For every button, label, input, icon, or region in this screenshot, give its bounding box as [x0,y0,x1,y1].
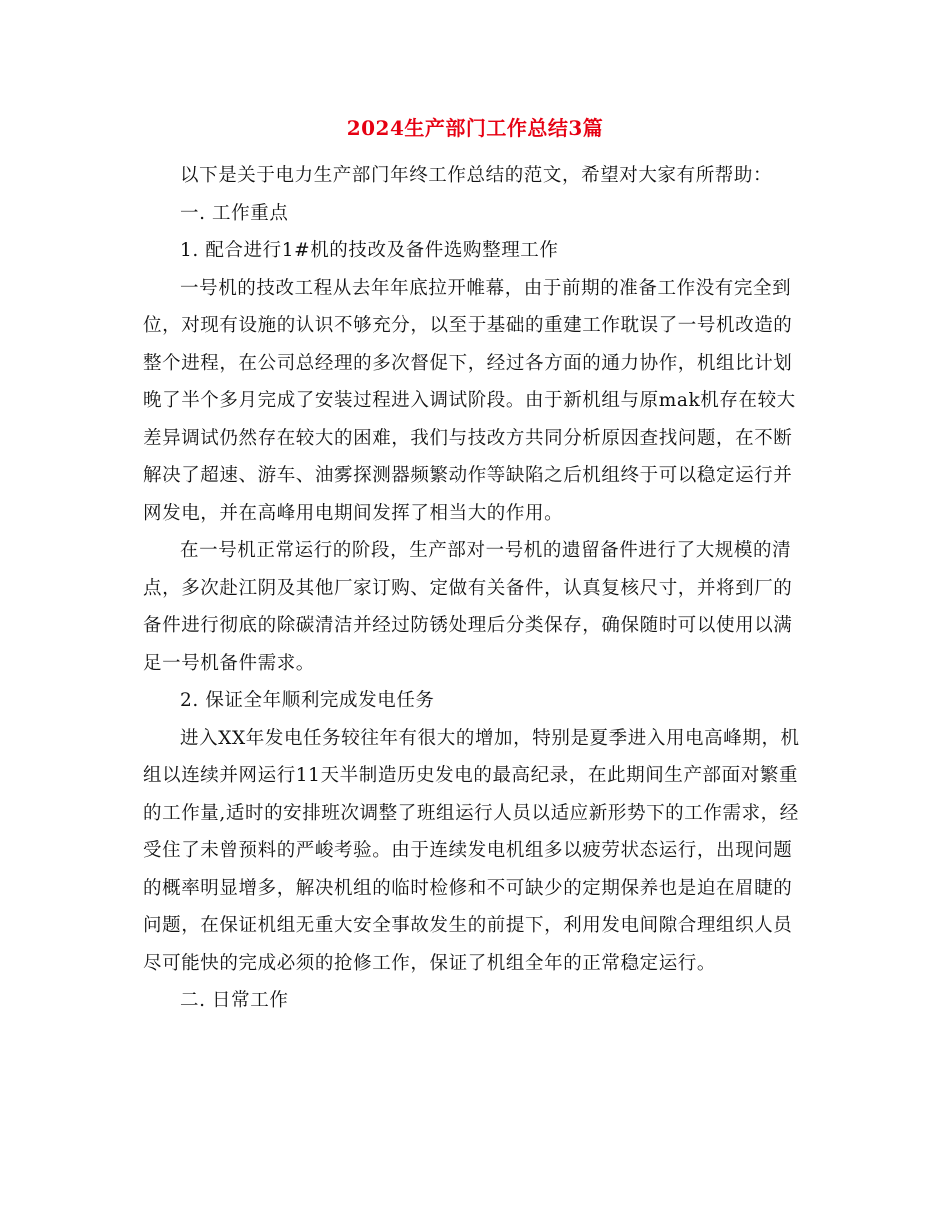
section-heading-daily-work: 二. 日常工作 [180,990,289,1011]
document-title: 2024生产部门工作总结3篇 [346,116,604,140]
intro-paragraph: 以下是关于电力生产部门年终工作总结的范文，希望对大家有所帮助： [180,165,773,186]
paragraph-spare-parts: 在一号机正常运行的阶段，生产部对一号机的遗留备件进行了大规模的清点，多次赴江阴及其他厂家订购、定做有关备件，认真复核尺寸，并将到厂的备件进行彻底的除碳清洁并经过防锈处理后分类保存，确保随时可以使用以满足一号机备件需求。 [143,540,793,674]
subheading-power-generation: 2. 保证全年顺利完成发电任务 [180,690,435,711]
section-heading-work-focus: 一. 工作重点 [180,202,289,224]
paragraph-unit1-upgrade: 一号机的技改工程从去年年底拉开帷幕，由于前期的准备工作没有完全到位，对现有设施的认识不够充分，以至于基础的重建工作耽误了一号机改造的整个进程，在公司总经理的多次督促下，经过各方面的通力协作，机组比计划晚了半个多月完成了安装过程进入调试阶段。由于新机组与原mak机存在较大差异调试仍然存在较大的困难，我们与技改方共同分析原因查找问题，在不断解决了超速、游车、油雾探测器频繁动作等缺陷之后机组终于可以稳定运行并网发电，并在高峰用电期间发挥了相当大的作用。 [143,277,796,524]
subheading-unit1-upgrade: 1. 配合进行1#机的技改及备件选购整理工作 [180,240,559,261]
document-body [143,157,803,1020]
paragraph-power-generation: 进入XX年发电任务较往年有很大的增加，特别是夏季进入用电高峰期，机组以连续并网运行11天半制造历史发电的最高纪录，在此期间生产部面对繁重的工作量,适时的安排班次调整了班组运行人员以适应新形势下的工作需求，经受住了未曾预料的严峻考验。由于连续发电机组多以疲劳状态运行，出现问题的概率明显增多，解决机组的临时检修和不可缺少的定期保养也是迫在眉睫的问题，在保证机组无重大安全事故发生的前提下，利用发电间隙合理组织人员尽可能快的完成必须的抢修工作，保证了机组全年的正常稳定运行。 [143,727,800,974]
